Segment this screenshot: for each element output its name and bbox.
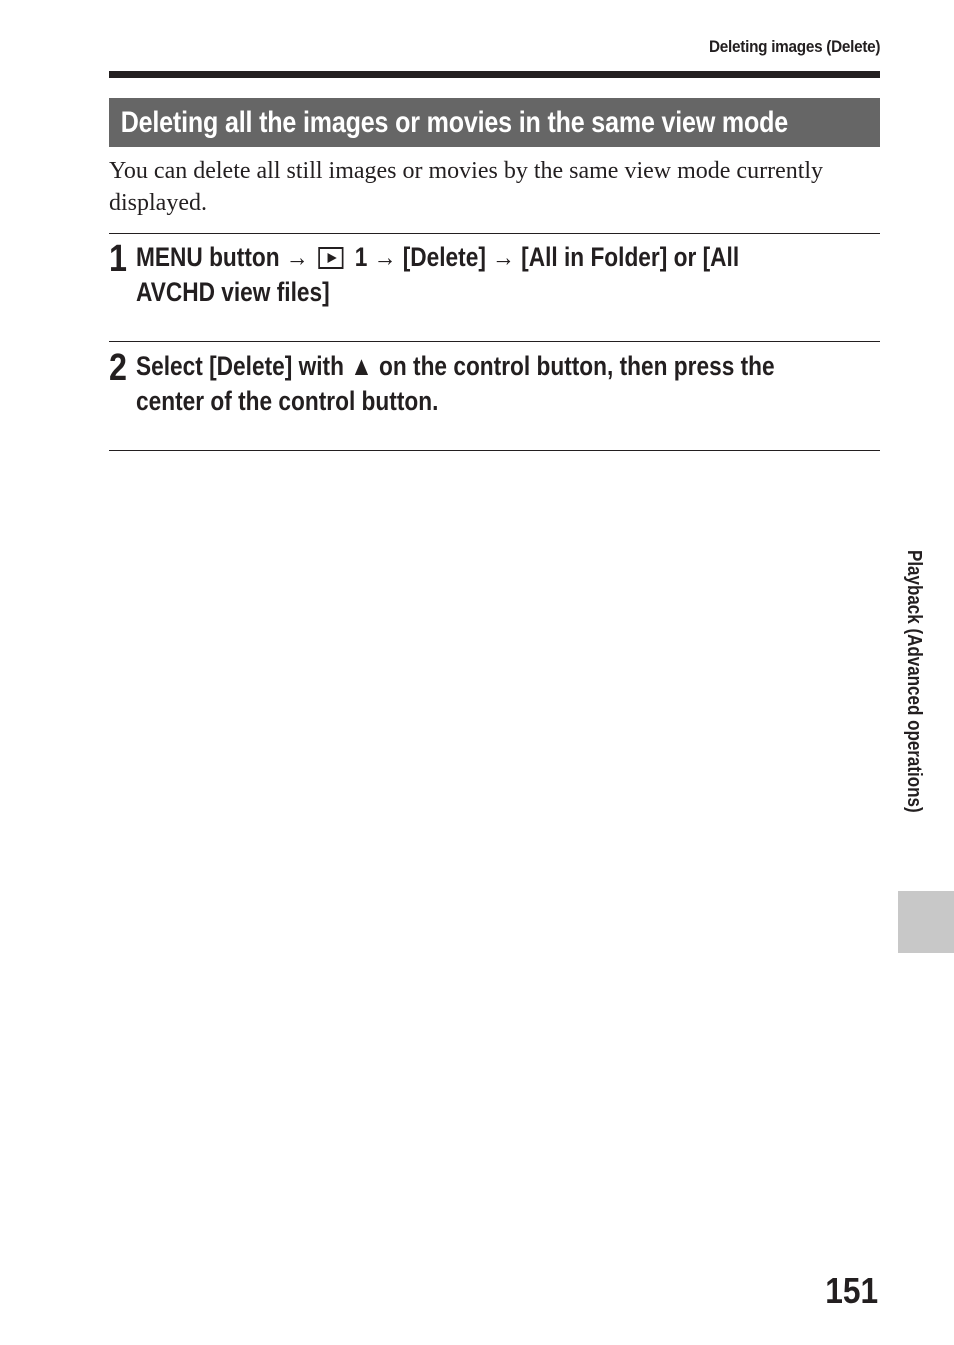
- step-text-part-b: 1 → [Delete] → [All in Folder] or [All AVCHD view files]: [136, 242, 740, 307]
- playback-icon: [318, 247, 343, 269]
- step-number: 1: [109, 238, 127, 280]
- step-text: Select [Delete] with ▲ on the control button, then press the center of the control button.: [136, 351, 775, 416]
- step-text-part-a: MENU button →: [136, 242, 315, 272]
- rule-before-step-2: [109, 341, 880, 342]
- rule-after-step-2: [109, 450, 880, 451]
- page-number: 151: [825, 1270, 878, 1311]
- step-text: [136, 240, 808, 310]
- intro-paragraph: You can delete all still images or movies by the same view mode currently displayed.: [109, 158, 824, 216]
- section-title: Deleting all the images or movies in the same view mode: [120, 105, 789, 139]
- rule-before-step-1: [109, 233, 880, 234]
- side-tab: [898, 891, 954, 953]
- running-head: Deleting images (Delete): [708, 37, 880, 56]
- section-title-bar: [109, 98, 880, 147]
- top-rule: [109, 71, 880, 78]
- side-tab-label: Playback (Advanced operations): [903, 550, 925, 813]
- step-number: 2: [109, 347, 127, 389]
